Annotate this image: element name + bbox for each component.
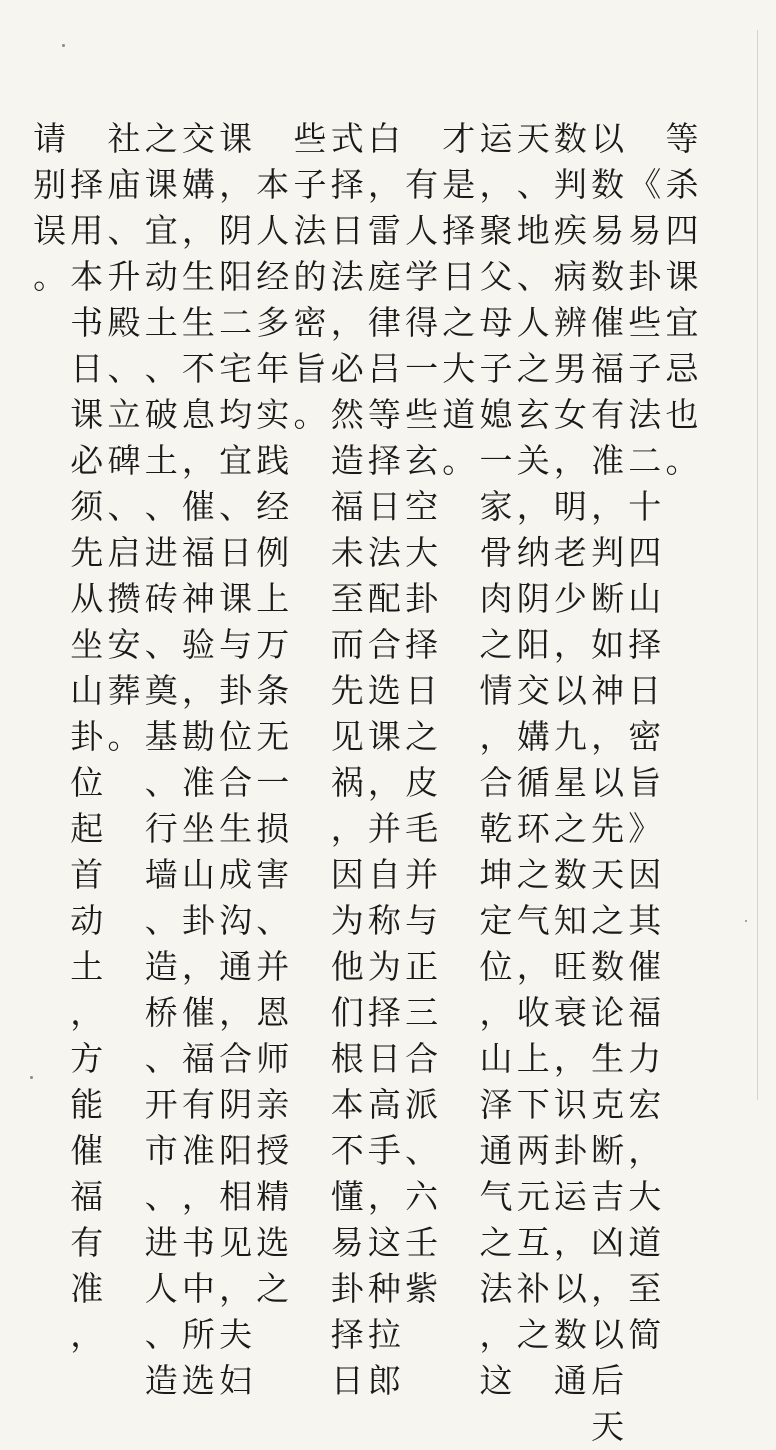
text-column: 《 易 卦 些 子 法 二 十 四 山 择 日 密 旨 》 因 其 催 福 力 宏 ， 大 道 至 简 — [628, 165, 662, 1354]
text-column: 白 ， 雷 庭 律 吕 等 择 日 法 配 合 选 课 ， 并 自 称 为 择 日 高 手 ， 这 种 拉 郎 — [367, 119, 401, 1400]
text-column: 交 媾 ， 生 生 不 息 ， 催 福 神 验 ， 勘 准 坐 山 卦 ， 催 福 有 准 ， 书 中 所 选 — [181, 119, 215, 1400]
text-column: 社 庙 、 升 殿 、 立 碑 、 启 攒 安 葬 。 — [107, 119, 141, 756]
text-column: 课 ， 阴 阳 二 宅 均 宜 、 日 课 与 卦 位 合 生 成 沟 通 ， 合 阴 阳 相 见 ， 夫 妇 — [219, 119, 253, 1400]
text-column: 些 子 法 的 密 旨 。 — [293, 119, 327, 434]
text-column: 天 、 地 、 人 之 玄 关 ， 纳 阴 阳 交 媾 循 环 之 气 ， 收 上 下 两 元 互 补 之 — [516, 119, 550, 1354]
text-column: 运 ， 聚 父 母 子 媳 一 家 骨 肉 之 情 ， 合 乾 坤 定 位 ， 山 泽 通 气 之 法 ， 这 — [479, 119, 513, 1400]
text-column: 等 杀 四 课 宜 忌 也 。 — [665, 119, 699, 480]
text-column: 才 是 择 日 之 大 道 。 — [442, 119, 476, 480]
text-column: 本 人 经 多 年 实 践 经 例 上 万 条 无 一 损 害 、 并 恩 师 亲 授 精 选 之 — [256, 165, 290, 1308]
scan-speck — [745, 920, 747, 922]
text-column: 择 用 本 书 日 课 必 须 先 从 坐 山 卦 位 起 首 动 土 ， 方 能 催 福 有 准 ， — [70, 165, 104, 1354]
text-column: 有 人 学 得 一 些 玄 空 大 卦 择 日 之 皮 毛 并 与 正 三 合 派 、 六 壬 紫 — [405, 165, 439, 1308]
text-column: 之 课 宜 动 土 、 破 土 、 进 砖 、 奠 基 、 行 墙 、 造 桥 、 开 市 、 进 人 、 造 — [144, 119, 178, 1400]
text-column: 式 择 日 法 ， 必 然 造 福 未 至 而 先 见 祸 ， 因 为 他 们 根 本 不 懂 易 卦 择 日 — [330, 119, 364, 1400]
page-edge-line — [757, 30, 758, 1100]
scan-speck — [62, 44, 65, 47]
text-column: 请 别 误 。 — [33, 119, 67, 296]
text-column: 以 数 易 数 催 福 有 准 ， 判 断 如 神 ， 以 先 天 之 数 论 生 克 断 吉 凶 ， 以 后 天 — [591, 119, 625, 1446]
scan-speck — [30, 1076, 33, 1079]
text-column: 数 判 疾 病 辨 男 女 ， 明 老 少 ， 以 九 星 之 数 知 旺 衰 ， 识 卦 运 ， 以 数 通 — [553, 119, 587, 1400]
